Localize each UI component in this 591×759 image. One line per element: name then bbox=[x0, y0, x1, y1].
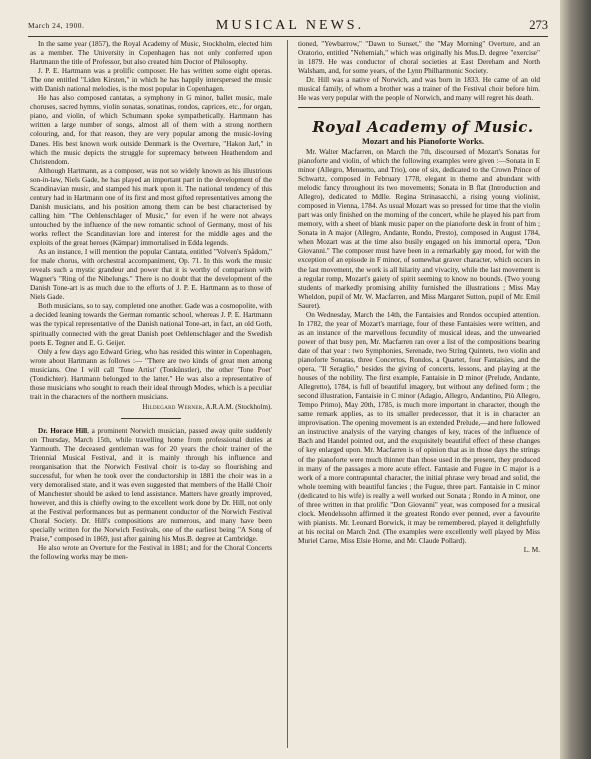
article-signature bbox=[30, 403, 272, 412]
book-spine bbox=[560, 0, 591, 759]
signature-credentials: , A.R.A.M. (Stockholm). bbox=[202, 402, 272, 411]
hill-text: , a prominent Norwich musician, passed away quite suddenly on Thursday, March 15th, while travelling home from professional duties at Yarmouth. The deceased gentleman was for 20 years the choir trainer of the Triennial Musical Festival, and it is mainly through his influence and reorganisation that the Norwich Festival choir is to-day so flourishing and successful, for when he took over the conductorship in 1881 the choir was in a very demoralised state, and it was even suggested that members of the Hallé Choir of Manchester should be asked to lend assistance. Matters have greatly improved, however, and this is chiefly owing to the excellent work done by Dr. Hill, not only at the Festival performances but as permanent conductor of the Norwich Festival Choral Society. Dr. Hill's compositions are numerous, and many have been specially written for the Norwich Festivals, one of the earliest being "A Song of Praise," composed in 1869, just after gaining his Mus.B. degree at Cambridge. bbox=[30, 426, 272, 544]
page-header bbox=[28, 18, 552, 34]
signature-name: Hildegard Werner bbox=[142, 402, 203, 411]
column-divider bbox=[287, 40, 288, 748]
hill-paragraph: He also wrote an Overture for the Festival in 1881; and for the Choral Concerts the following works may be men- bbox=[30, 544, 272, 562]
header-rule bbox=[28, 36, 548, 37]
hartmann-paragraph: J. P. E. Hartmann was a prolific composer. He has written some eight operas. The one entitled "Liden Kirsten," in which he has happily interspersed the music with Danish national melodies, is the most popular in Copenhagen. bbox=[30, 67, 272, 94]
hartmann-paragraph: He has also composed cantatas, a symphony in G minor, ballet music, male choruses, sacred hymns, violin sonatas, sonatinas, rondos, caprices, etc., for organ, piano, and violin, of which Schumann spoke sympathetically. Hartmann has written a large number of songs, almost all of them with a strong northern colouring, and, for that reason, they are very popular among the music-loving Danes. His best known work outside Denmark is the Overture, "Hakon Jarl," in which the music depicts the struggle for supremacy between Heathendom and Christendom. bbox=[30, 94, 272, 166]
hill-paragraph bbox=[30, 427, 272, 545]
hartmann-paragraph: Both musicians, so to say, completed one another. Gade was a cosmopolite, with a decided leaning towards the German romantic school, whereas J. P. E. Hartmann was the typical representative of the Danish national Tone-art, in fact, an old Goth, spiritually connected with the great Danish poet Oehlenschlager and the Swedish poets E. Tegner and E. G. Geijer. bbox=[30, 302, 272, 347]
header-date: March 24, 1900. bbox=[28, 21, 85, 30]
ram-paragraph: On Wednesday, March the 14th, the Fantaisies and Rondos occupied attention. In 1782, the year of Mozart's marriage, four of these Fantaisies were written, and as an instance of the marvellous fecundity of musical ideas, and the unwearied power of that busy pen, Mr. Macfarren ran over a list of the compositions bearing date of that year : two Symphonies, Serenade, two String Quintets, two violin and pianoforte Sonatas, three Concertos, Rondos, a Quartet, four Fantaisies, and the opera, "Il Seraglio," besides the giving of concerts, lessons, and playing at the houses of the nobility. The first example, Fantaisie in D minor (Prelude, Andante, Allegretto), 1784, is full of beautiful imagery, but without any defined form ; the second illustration, Fantaisie in C minor (Adagio, Allegro, Andantino, Più Allegro, Tempo Primo), May 20th, 1785, is much more important in character, though the same remark applies, as to its smaller predecessor, that it is in character an improvisation. The opening movement is an extended Prelude,—and here followed an instructive analysis of the varying changes of key, traces of the influence of Bach and Handel pointed out, and the exquisitely beautiful effect of these changes of key enlarged upon. Mr. Macfarren is of opinion that as in those days the strings of the pianoforte were much thinner than those used in the present, they produced in many of the passages a more acute effect. Fantasie and Fugue in C major is a work of a more contrapuntal character, the initial phrase very broad and solid, the whole teeming with beautiful fancies ; the Fugue, three part. Fantaisie in C minor (dedicated to his wife) is really a well worked out Sonata ; Rondo in A minor, one of three written in that prolific "Don Giovanni" year, was composed for a musical clock. Mendelssohn affirmed it the greatest Rondo ever penned, ever a favourite with pianists. Mr. Leonard Borwick, it may be remembered, played it delightfully at his recital on March 2nd. (The examples were excellently well played by Miss Muriel Carne, Miss Elsie Horne, and Mr. Claude Pollard). bbox=[298, 310, 540, 545]
page-number: 273 bbox=[529, 18, 548, 32]
section-title: Royal Academy of Music. bbox=[312, 117, 534, 136]
hill-name: Dr. Horace Hill bbox=[38, 426, 88, 435]
section-rule bbox=[298, 107, 540, 108]
hill-continuation: tioned, "Yewbarrow," "Dawn to Sunset," the "May Morning" Overture, and an Oratorio, entitled "Nehemiah," which was originally his Mus.D. degree "exercise" in 1879. He was conductor of choral societies at East Dereham and North Walsham, and, for some years, of the Lynn Philharmonic Society. bbox=[298, 40, 540, 76]
hartmann-paragraph: As an instance, I will mention the popular Cantata, entitled "Volven's Spådom," for male chorus, with orchestral accompaniment, Op. 71. In this work the music reveals such a mystic grandeur and power that it is worthy of comparison with Wagner's "Ring of the Nibelungs." There is no doubt that the development of the Danish Tone-art is as much due to the efforts of J. P. E. Hartmann as to those of Niels Gade. bbox=[30, 248, 272, 302]
article-separator bbox=[121, 418, 181, 419]
hartmann-paragraph: Although Hartmann, as a composer, was not so widely known as his illustrious son-in-law, Niels Gade, he has played an important part in the development of the Scandinavian music, and stamped his mark upon it. The national tendency of this century had in Hartmann one of its first and most gifted representatives among the Danish musicians, and his position among them can be best characterised by calling him "The Oehlenschlager of Music," for even if he were not always untouched by the influence of the new romantic school of Germany, most of his works reflect the Scandinavian lore and interest for the middle ages and the exploits of the great heroes (Kämpar) immortalised in Edda legends. bbox=[30, 166, 272, 248]
right-column bbox=[298, 40, 540, 752]
left-column bbox=[30, 40, 272, 752]
section-subtitle: Mozart and his Pianoforte Works. bbox=[362, 136, 484, 146]
hartmann-paragraph: In the same year (1857), the Royal Academy of Music, Stockholm, elected him as a member. The University in Copenhagen has not only conferred upon Hartmann the title of Professor, but also created him Doctor of Philosophy. bbox=[30, 40, 272, 67]
ram-signature: L. M. bbox=[523, 545, 540, 554]
ram-paragraph: Mr. Walter Macfarren, on March the 7th, discoursed of Mozart's Sonatas for pianoforte and violin, of which the following examples were given :—Sonata in E minor (Allegro, Menuetto, and Trio), one of six, dedicated to the Crown Prince of Schwartz, composed in February 1778, elegant in theme and abundant with melodic fancy throughout its two movements; Sonata in B flat (Introduction and Allegro), dedicated to Mdlle. Regina Strinasacchi, a rising young violinist, composed in Vienna, 1784. As usual Mozart was so pressed for time that the violin part was only finished on the morning of the concert, while he played his part from memory, with a sheet of blank music paper on the pianoforte desk in front of him ; Sonata in A major (Allegro, Andante, Rondo, Presto), composed in August 1784, when Mozart was at the time also busily engaged on his immortal opera, "Don Giovanni." The composer must have been in a remarkably gay mood, for with the exception of an episode in F minor, of somewhat graver character, which occurs in the last movement, the work is all hilarity and vivacity, while the last movement is a regular romp, Mozart's gaiety of spirit seeming to know no bounds. (Two young students of markedly promising ability furnished the illustrations ; Miss May Wheldon, pupil of Mr. W. Macfarren, and Miss Margaret Sutton, pupil of Mr. Emil Sauret). bbox=[298, 147, 540, 310]
header-title: MUSICAL NEWS. bbox=[215, 18, 365, 33]
hartmann-paragraph: Only a few days ago Edward Grieg, who has resided this winter in Copenhagen, wrote about Hartmann as follows :— "There are two kinds of great men among musicians. One I will call 'Tone Artist' (Tonkünstler), the other 'Tone Poet' (Tondichter). Hartmann belonged to the latter." He was also a representative of those musicians who sought to reach their ideal through Modes, which is a peculiar trait in the characters of the northern musicians. bbox=[30, 347, 272, 401]
hill-final-paragraph: Dr. Hill was a native of Norwich, and was born in 1833. He came of an old musical family, of whom a brother was a trainer of the Festival choir before him. He was very popular with the people of Norwich, and many will regret his death. bbox=[298, 76, 540, 103]
